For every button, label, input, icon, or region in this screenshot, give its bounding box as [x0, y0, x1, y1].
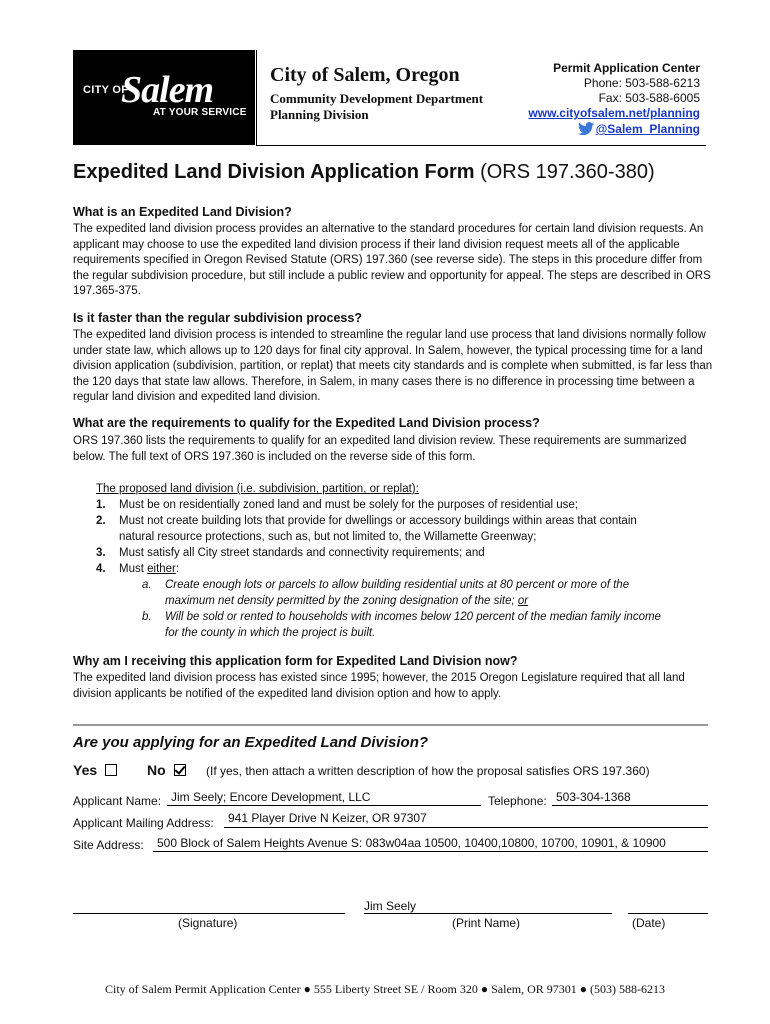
mailing-address-line — [224, 827, 708, 828]
page-footer: City of Salem Permit Application Center ● 555 Liberty Street SE / Room 320 ● Salem, OR 97301 ● (503) 588-6213 — [104, 982, 666, 996]
requirement-number: 3. — [96, 547, 106, 559]
requirement-number: 2. — [96, 515, 106, 527]
form-statute: (ORS 197.360-380) — [480, 161, 655, 183]
section-faster-heading: Is it faster than the regular subdivision process? — [73, 311, 362, 325]
section-what-paragraph: The expedited land division process provides an alternative to the standard procedures for certain land division requests. An applicant may choose to use the expedited land division process if their land division request meets all of the applicable requirements specified in Oregon Revised Statute (ORS) 197.360 (see reverse side). The steps in this procedure differ from the regular subdivision procedure, but still include a public review and opportunity for appeal. The steps are described in ORS 197.365-375. — [73, 223, 711, 297]
subrequirement-text-continued — [165, 594, 528, 610]
subrequirement-text: Will be sold or rented to households with incomes below 120 percent of the median family income — [165, 611, 661, 623]
section-why-paragraph: The expedited land division process has existed since 1995; however, the 2015 Oregon Legislature required that all land division applicants be notified of the expedited land division option and how to apply. — [73, 672, 685, 700]
subrequirement-letter: b. — [142, 611, 152, 623]
form-title — [73, 161, 655, 184]
applicant-name-value[interactable]: Jim Seely; Encore Development, LLC — [171, 790, 371, 804]
requirement-text-continued: natural resource protections, such as, but not limited to, the Willamette Greenway; — [119, 531, 537, 543]
subrequirement-text-continued: for the county in which the project is built. — [165, 627, 376, 639]
subrequirement-text: Create enough lots or parcels to allow building residential units at 80 percent or more of the — [165, 579, 630, 591]
no-checkbox[interactable] — [174, 764, 186, 776]
logo-salem-text: Salem — [121, 69, 214, 111]
print-name-caption: (Print Name) — [452, 916, 521, 930]
requirement-text: Must not create building lots that provide for dwellings or accessory buildings within areas that contain — [119, 515, 637, 527]
logo-tagline: AT YOUR SERVICE — [153, 107, 247, 118]
signature-line — [73, 913, 345, 914]
contact-fax: Fax: 503-588-6005 — [598, 91, 700, 105]
city-logo — [73, 50, 255, 145]
requirements-intro: The proposed land division (i.e. subdivision, partition, or replat): — [96, 483, 419, 495]
website-link[interactable]: www.cityofsalem.net/planning — [528, 106, 700, 120]
telephone-line — [552, 805, 708, 806]
section-faster-paragraph: The expedited land division process is intended to streamline the regular land use process that land divisions normally follow under state law, which allows up to 120 days for final city approval. In Salem, however, the typical processing time for a land division application (subdivision, partition, or replat) that meets city standards and is complete when submitted, is far less than the 120 days that state law allows. Therefore, in Salem, in many cases there is no difference in processing time between a regular land division and expedited land division. — [73, 329, 713, 403]
telephone-value[interactable]: 503-304-1368 — [556, 790, 631, 804]
signature-caption: (Signature) — [178, 916, 238, 930]
site-address-value[interactable]: 500 Block of Salem Heights Avenue S: 083w04aa 10500, 10400,10800, 10700, 10901, & 10900 — [157, 836, 666, 850]
section-requirements-paragraph: ORS 197.360 lists the requirements to qualify for an expedited land division review. These requirements are summarized below. The full text of ORS 197.360 is included on the reverse side of this form. — [73, 435, 687, 463]
header-department: Community Development Department — [270, 91, 484, 106]
yes-instruction-note: (If yes, then attach a written description of how the proposal satisfies ORS 197.360) — [206, 764, 650, 778]
mailing-address-value[interactable]: 941 Player Drive N Keizer, OR 97307 — [228, 811, 427, 825]
requirement-either-text: either — [147, 563, 176, 575]
header-divider-horizontal — [256, 145, 706, 146]
print-name-line — [364, 913, 612, 914]
no-label: No — [147, 762, 166, 778]
subrequirement-letter: a. — [142, 579, 152, 591]
yes-label: Yes — [73, 762, 98, 778]
subrequirement-or: or — [517, 595, 529, 607]
requirement-must-text: Must — [119, 563, 148, 575]
yes-option — [73, 762, 117, 778]
site-address-label: Site Address: — [73, 838, 144, 852]
requirement-number: 4. — [96, 563, 106, 575]
contact-phone: Phone: 503-588-6213 — [583, 76, 700, 90]
applying-question: Are you applying for an Expedited Land Division? — [73, 734, 429, 751]
requirement-colon: : — [175, 563, 180, 575]
header-title: City of Salem, Oregon — [270, 64, 460, 86]
section-what-heading: What is an Expedited Land Division? — [73, 205, 292, 219]
twitter-icon — [578, 122, 594, 138]
requirement-number: 1. — [96, 499, 106, 511]
mailing-address-label: Applicant Mailing Address: — [73, 816, 214, 830]
header-division: Planning Division — [270, 107, 369, 122]
logo-city-text: CITY OF — [83, 84, 129, 96]
requirement-text — [119, 562, 179, 578]
applicant-name-label: Applicant Name: — [73, 794, 162, 808]
permit-center-label: Permit Application Center — [553, 61, 700, 75]
section-divider — [73, 724, 708, 726]
section-why-heading: Why am I receiving this application form for Expedited Land Division now? — [73, 654, 518, 668]
requirement-text: Must be on residentially zoned land and must be solely for the purposes of residential use; — [119, 499, 578, 511]
date-line — [628, 913, 708, 914]
print-name-value[interactable]: Jim Seely — [364, 899, 417, 913]
no-option — [147, 762, 186, 778]
header-divider-vertical — [256, 50, 257, 145]
form-title-text: Expedited Land Division Application Form — [73, 161, 475, 183]
yes-checkbox[interactable] — [105, 764, 117, 776]
requirement-text: Must satisfy all City street standards and connectivity requirements; and — [119, 547, 485, 559]
telephone-label: Telephone: — [488, 794, 547, 808]
applicant-name-line — [167, 805, 481, 806]
subrequirement-line2: maximum net density permitted by the zoning designation of the site; — [165, 595, 518, 607]
date-caption: (Date) — [632, 916, 666, 930]
section-requirements-heading: What are the requirements to qualify for the Expedited Land Division process? — [73, 416, 540, 430]
site-address-line — [153, 851, 708, 852]
twitter-link[interactable]: @Salem_Planning — [595, 122, 700, 136]
